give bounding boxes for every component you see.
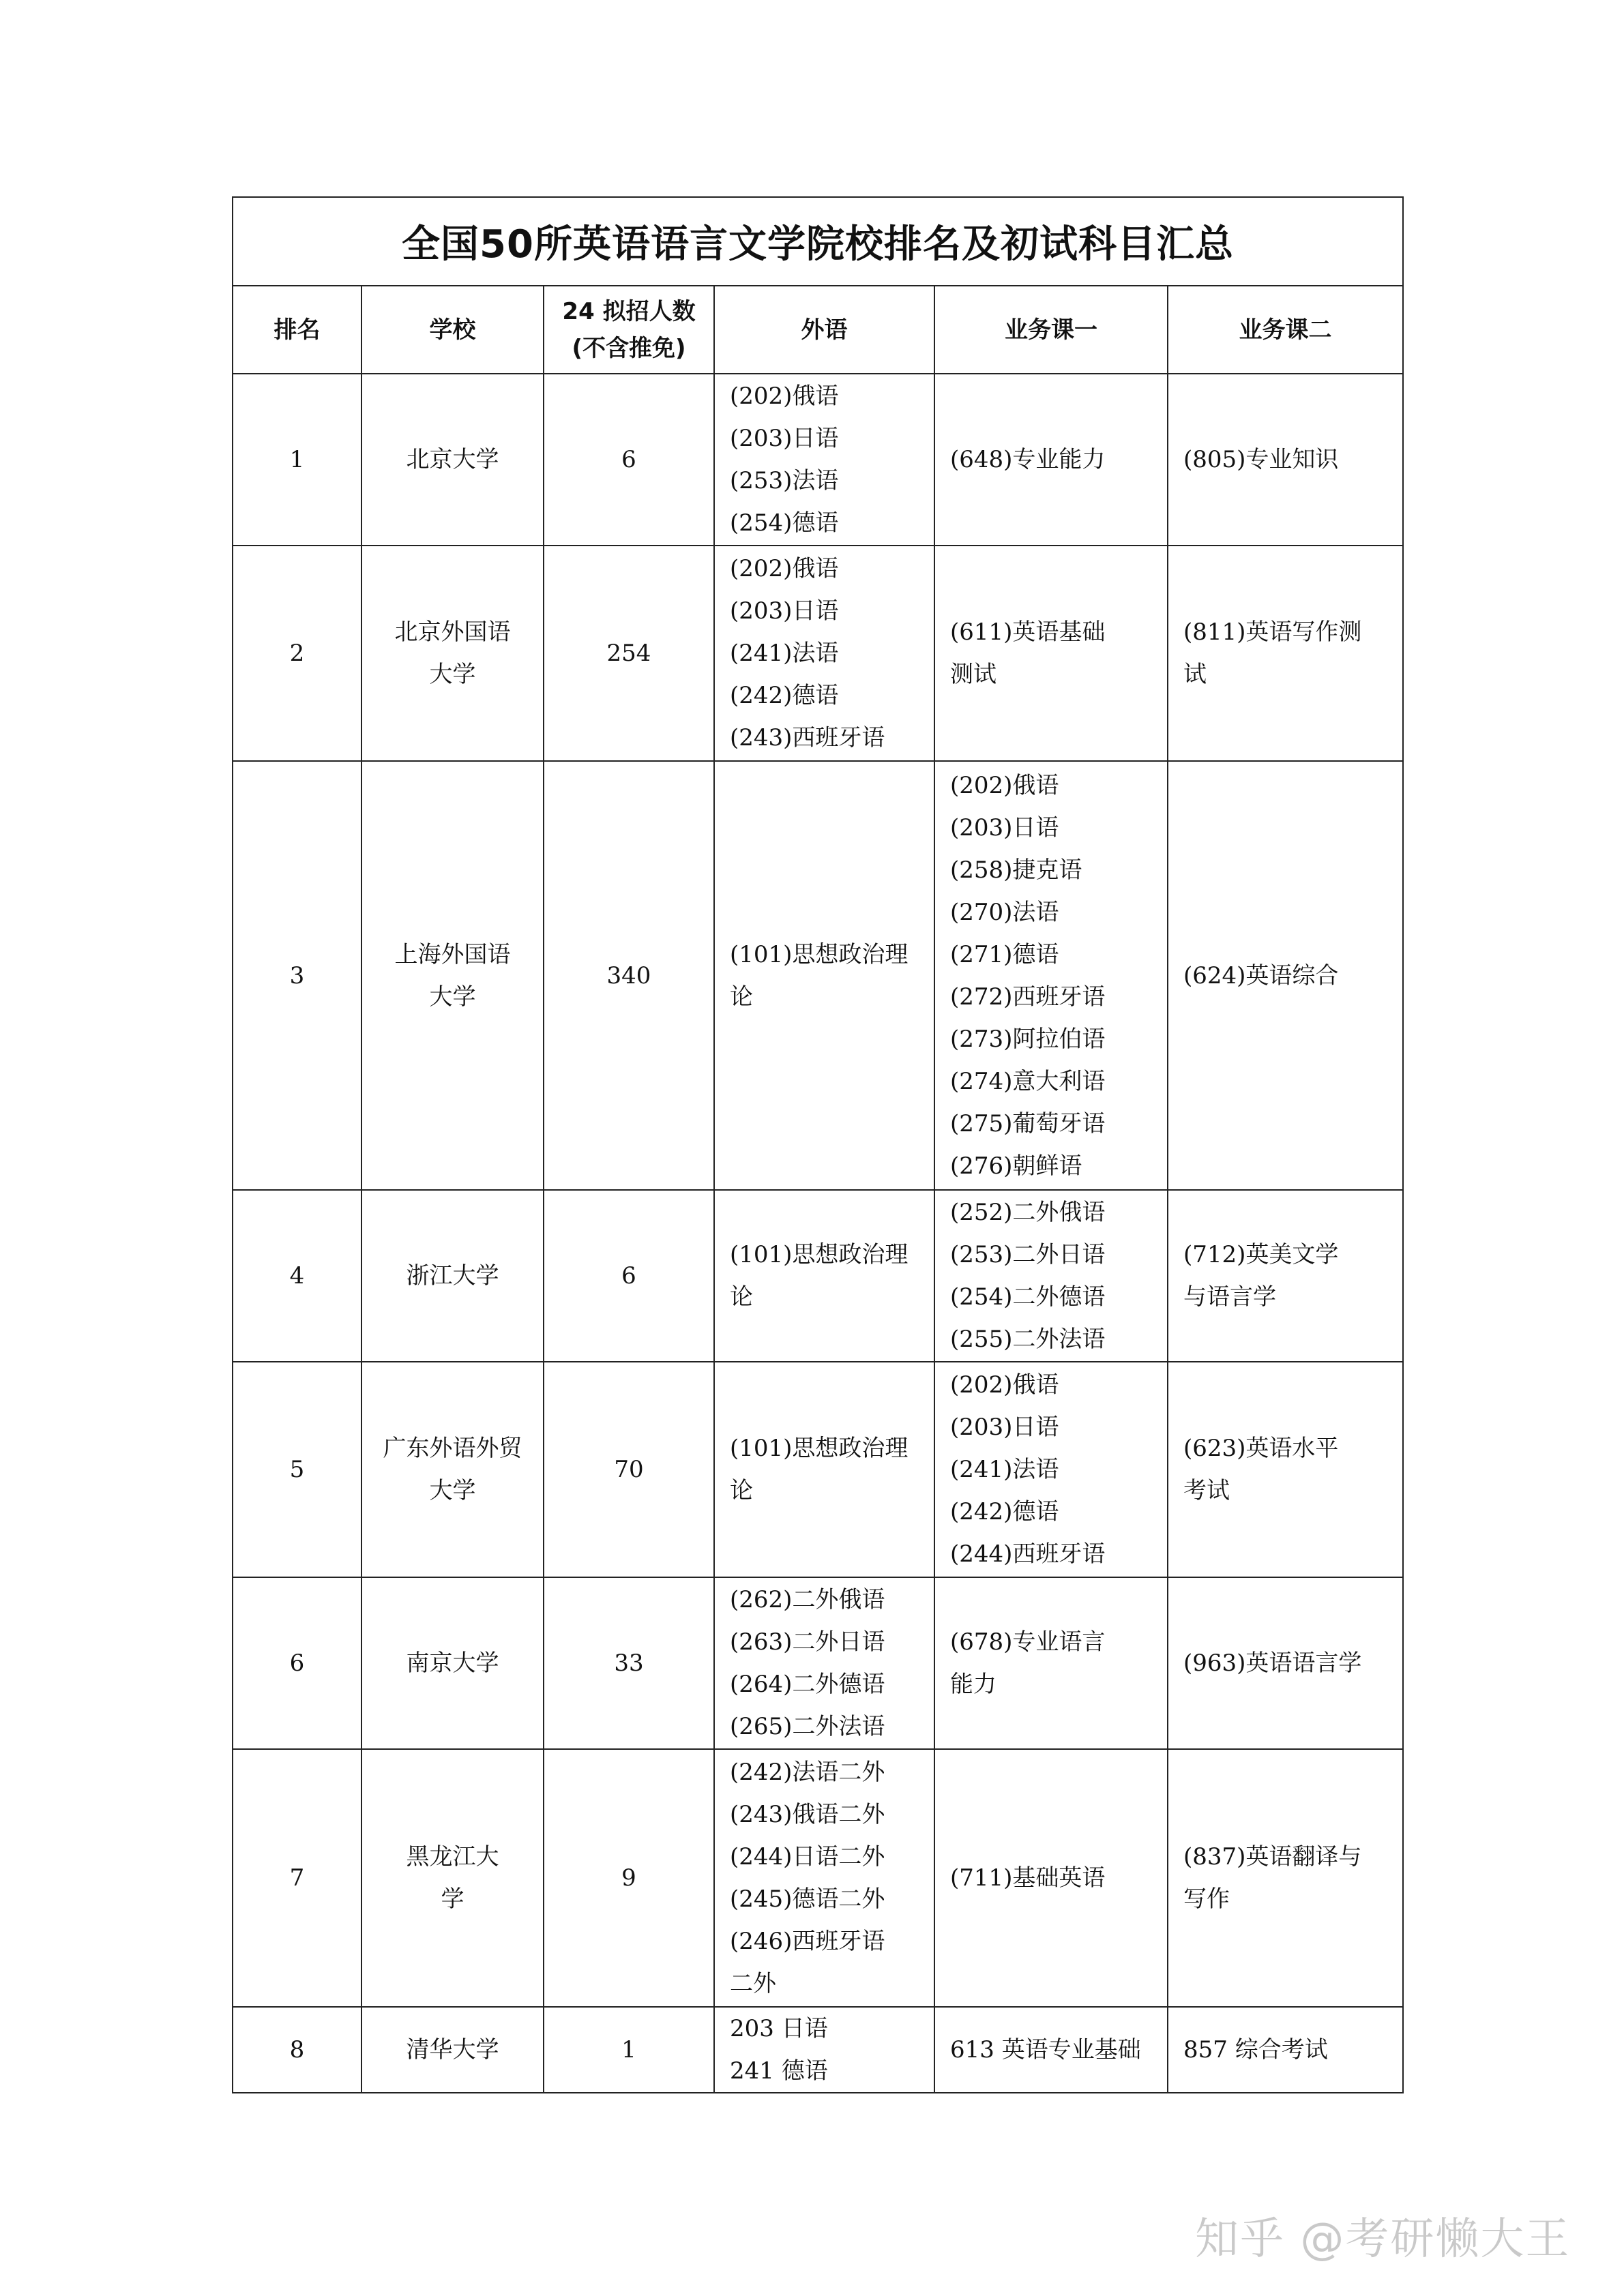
course-one-cell-line: 613 英语专业基础: [950, 2036, 1141, 2063]
foreign-language-cell-line: (203)日语: [730, 425, 839, 452]
school-cell-line: 上海外国语: [394, 940, 511, 968]
course-two-cell-line: (963)英语语言学: [1183, 1650, 1362, 1677]
rank-cell: 7: [233, 1749, 361, 2007]
school-cell: [361, 1577, 544, 1749]
course-one-cell-line: (271)德语: [950, 940, 1059, 968]
foreign-language-cell-line: (241)法语: [730, 640, 839, 667]
foreign-language-cell-line: (243)俄语二外: [730, 1801, 885, 1828]
course-two-cell: [1168, 374, 1403, 546]
foreign-language-cell-line: 203 日语: [730, 2015, 828, 2042]
school-cell-line: 北京外国语: [394, 618, 511, 646]
quota-cell: 70: [544, 1362, 714, 1577]
foreign-language-cell-line: (265)二外法语: [730, 1713, 885, 1740]
school-cell-line: 大学: [429, 983, 476, 1011]
foreign-language-cell-line: (262)二外俄语: [730, 1586, 885, 1613]
rank-cell: 5: [233, 1362, 361, 1577]
foreign-language-cell-line: (245)德语二外: [730, 1885, 885, 1913]
course-two-cell-line: (624)英语综合: [1183, 961, 1339, 989]
school-cell: [361, 374, 544, 546]
course-one-cell-line: (274)意大利语: [950, 1067, 1106, 1095]
foreign-language-cell-line: (263)二外日语: [730, 1628, 885, 1656]
foreign-language-cell-line: (253)法语: [730, 467, 839, 494]
foreign-language-cell-line: (242)法语二外: [730, 1759, 885, 1786]
course-one-cell: [934, 546, 1168, 761]
course-two-cell-line: 考试: [1183, 1477, 1230, 1504]
foreign-language-cell: [714, 546, 934, 761]
foreign-language-cell: [714, 374, 934, 546]
header-school: 学校: [361, 286, 544, 374]
table-row: [233, 1749, 1403, 2007]
school-cell: [361, 1749, 544, 2007]
foreign-language-cell-line: 论: [730, 1283, 753, 1311]
course-one-cell-line: (253)二外日语: [950, 1241, 1106, 1268]
quota-cell: 1: [544, 2007, 714, 2093]
ranking-table: [232, 196, 1404, 2093]
table-row: [233, 1577, 1403, 1749]
watermark: 知乎 @考研懒大王: [1195, 2214, 1571, 2265]
course-one-cell-line: (202)俄语: [950, 771, 1059, 799]
course-two-cell-line: (623)英语水平: [1183, 1435, 1339, 1462]
header-row: [233, 286, 1403, 374]
quota-cell: 9: [544, 1749, 714, 2007]
foreign-language-cell-line: (242)德语: [730, 682, 839, 709]
foreign-language-cell: [714, 761, 934, 1190]
table-row: [233, 374, 1403, 546]
quota-cell: 254: [544, 546, 714, 761]
foreign-language-cell-line: (243)西班牙语: [730, 724, 885, 751]
school-cell-line: 浙江大学: [406, 1262, 499, 1289]
foreign-language-cell-line: (101)思想政治理: [730, 940, 909, 968]
course-two-cell: [1168, 1749, 1403, 2007]
course-one-cell-line: (648)专业能力: [950, 446, 1106, 473]
table-row: [233, 1190, 1403, 1362]
course-one-cell: [934, 374, 1168, 546]
foreign-language-cell-line: (264)二外德语: [730, 1671, 885, 1698]
quota-cell: 6: [544, 374, 714, 546]
course-two-cell: [1168, 1362, 1403, 1577]
header-quota-line1: 24 拟招人数: [562, 297, 696, 325]
course-one-cell-line: (273)阿拉伯语: [950, 1025, 1106, 1053]
quota-cell: 33: [544, 1577, 714, 1749]
course-one-cell-line: (678)专业语言: [950, 1628, 1106, 1656]
course-one-cell-line: (611)英语基础: [950, 618, 1106, 646]
course-one-cell-line: 能力: [950, 1671, 996, 1698]
school-cell-line: 学: [441, 1885, 464, 1913]
school-cell: [361, 546, 544, 761]
course-one-cell-line: (270)法语: [950, 898, 1059, 926]
course-two-cell: [1168, 1577, 1403, 1749]
quota-cell: 6: [544, 1190, 714, 1362]
foreign-language-cell-line: (101)思想政治理: [730, 1241, 909, 1268]
school-cell: [361, 2007, 544, 2093]
rank-cell: 6: [233, 1577, 361, 1749]
header-quota-line2: (不含推免): [572, 334, 686, 362]
school-cell: [361, 761, 544, 1190]
rank-cell: 1: [233, 374, 361, 546]
foreign-language-cell-line: (203)日语: [730, 597, 839, 625]
course-two-cell-line: (811)英语写作测: [1183, 618, 1362, 646]
course-two-cell: [1168, 761, 1403, 1190]
school-cell-line: 广东外语外贸: [383, 1435, 522, 1462]
foreign-language-cell-line: 241 德语: [730, 2057, 828, 2085]
course-one-cell-line: (711)基础英语: [950, 1864, 1106, 1892]
school-cell: [361, 1362, 544, 1577]
course-two-cell: [1168, 546, 1403, 761]
course-one-cell-line: (255)二外法语: [950, 1326, 1106, 1353]
rank-cell: 8: [233, 2007, 361, 2093]
course-one-cell: [934, 1749, 1168, 2007]
course-one-cell-line: (242)德语: [950, 1498, 1059, 1525]
course-two-cell-line: 写作: [1183, 1885, 1230, 1913]
foreign-language-cell: [714, 1749, 934, 2007]
course-two-cell-line: 857 综合考试: [1183, 2036, 1328, 2063]
foreign-language-cell-line: (244)日语二外: [730, 1843, 885, 1870]
school-cell-line: 北京大学: [406, 446, 499, 473]
foreign-language-cell-line: (202)俄语: [730, 555, 839, 582]
header-rank: 排名: [233, 286, 361, 374]
table-row: [233, 2007, 1403, 2093]
course-one-cell: [934, 2007, 1168, 2093]
table-row: [233, 761, 1403, 1190]
school-cell-line: 黑龙江大: [406, 1843, 499, 1870]
course-one-cell-line: (241)法语: [950, 1456, 1059, 1483]
course-one-cell-line: (203)日语: [950, 814, 1059, 841]
foreign-language-cell-line: (254)德语: [730, 509, 839, 537]
course-two-cell-line: (837)英语翻译与: [1183, 1843, 1362, 1870]
course-two-cell: [1168, 1190, 1403, 1362]
course-one-cell-line: (203)日语: [950, 1414, 1059, 1441]
foreign-language-cell: [714, 1362, 934, 1577]
table-title: 全国50所英语语言文学院校排名及初试科目汇总: [233, 197, 1403, 286]
course-one-cell: [934, 1190, 1168, 1362]
header-course-one: 业务课一: [934, 286, 1168, 374]
course-one-cell-line: (258)捷克语: [950, 856, 1082, 884]
course-two-cell-line: (712)英美文学: [1183, 1241, 1339, 1268]
header-course-two: 业务课二: [1168, 286, 1403, 374]
course-one-cell-line: (275)葡萄牙语: [950, 1109, 1106, 1137]
foreign-language-cell-line: (101)思想政治理: [730, 1435, 909, 1462]
course-one-cell-line: (252)二外俄语: [950, 1199, 1106, 1226]
course-one-cell: [934, 761, 1168, 1190]
foreign-language-cell: [714, 2007, 934, 2093]
course-two-cell-line: (805)专业知识: [1183, 446, 1339, 473]
school-cell-line: 南京大学: [406, 1650, 499, 1677]
table-body: [233, 374, 1403, 2093]
foreign-language-cell: [714, 1190, 934, 1362]
header-foreign-language: 外语: [714, 286, 934, 374]
course-two-cell-line: 与语言学: [1183, 1283, 1276, 1311]
course-one-cell-line: 测试: [950, 661, 996, 688]
school-cell-line: 大学: [429, 661, 476, 688]
foreign-language-cell-line: (202)俄语: [730, 383, 839, 410]
course-two-cell-line: 试: [1183, 661, 1207, 688]
foreign-language-cell-line: (246)西班牙语: [730, 1928, 885, 1955]
header-quota: [544, 286, 714, 374]
foreign-language-cell-line: 论: [730, 983, 753, 1011]
course-one-cell-line: (202)俄语: [950, 1371, 1059, 1399]
school-cell-line: 清华大学: [406, 2036, 499, 2063]
rank-cell: 3: [233, 761, 361, 1190]
course-one-cell: [934, 1577, 1168, 1749]
foreign-language-cell-line: 论: [730, 1477, 753, 1504]
course-one-cell-line: (276)朝鲜语: [950, 1152, 1082, 1180]
quota-cell: 340: [544, 761, 714, 1190]
school-cell-line: 大学: [429, 1477, 476, 1504]
course-one-cell: [934, 1362, 1168, 1577]
school-cell: [361, 1190, 544, 1362]
rank-cell: 2: [233, 546, 361, 761]
table-row: [233, 1362, 1403, 1577]
foreign-language-cell-line: 二外: [730, 1970, 776, 1997]
course-one-cell-line: (254)二外德语: [950, 1283, 1106, 1311]
course-two-cell: [1168, 2007, 1403, 2093]
foreign-language-cell: [714, 1577, 934, 1749]
table-row: [233, 546, 1403, 761]
rank-cell: 4: [233, 1190, 361, 1362]
course-one-cell-line: (272)西班牙语: [950, 983, 1106, 1011]
course-one-cell-line: (244)西班牙语: [950, 1540, 1106, 1568]
